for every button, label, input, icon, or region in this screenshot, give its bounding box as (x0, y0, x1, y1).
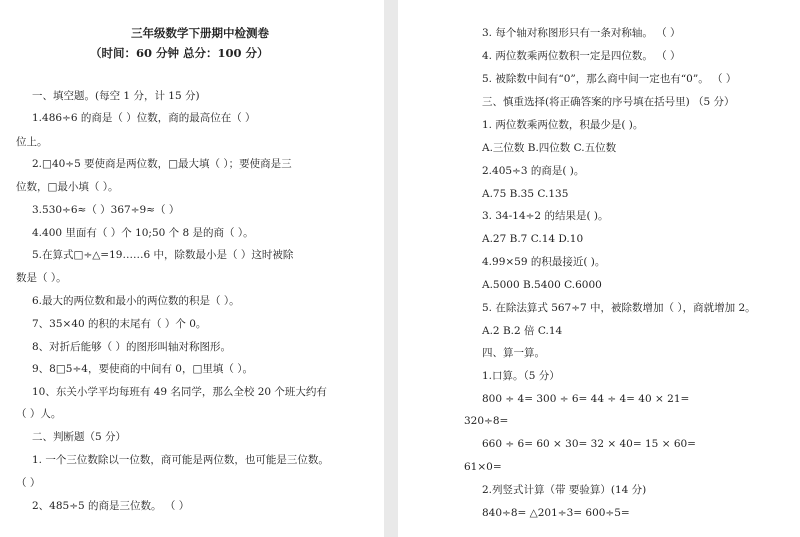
question-line: 5. 在除法算式 567÷7 中，被除数增加（ ），商就增加 2。 (482, 302, 756, 314)
question-line: 位上。 (16, 136, 48, 148)
subsection-heading-vertical-calc: 2.列竖式计算（带 要验算）(14 分) (482, 484, 647, 496)
question-line: 3.530÷6≈（ ）367÷9≈（ ） (32, 204, 180, 216)
question-line: 5.在算式□÷△=19……6 中，除数最小是（ ）这时被除 (32, 249, 294, 261)
question-line: 7、35×40 的积的末尾有（ ）个 0。 (32, 318, 207, 330)
question-line: 3. 每个轴对称图形只有一条对称轴。 （ ） (482, 27, 681, 39)
section-heading-fill-in: 一、填空题。(每空 1 分，计 15 分) (32, 90, 200, 102)
question-line: 8、对折后能够（ ）的图形叫轴对称图形。 (32, 341, 232, 353)
section-heading-multiple-choice: 三、慎重选择(将正确答案的序号填在括号里) （5 分） (482, 96, 735, 108)
question-line: 数是（ ）。 (16, 272, 67, 284)
question-line: 位数，□最小填（ ）。 (16, 181, 119, 193)
answer-options: A.三位数 B.四位数 C.五位数 (482, 142, 617, 154)
question-line: 6.最大的两位数和最小的两位数的积是（ ）。 (32, 295, 240, 307)
exam-title: 三年级数学下册期中检测卷 (131, 26, 269, 40)
document-page-right (398, 0, 800, 537)
question-line: 4.400 里面有（ ）个 10;50 个 8 是的商（ ）。 (32, 227, 254, 239)
answer-options: A.27 B.7 C.14 D.10 (482, 233, 584, 245)
exam-subtitle: （时间：60 分钟 总分：100 分） (90, 46, 269, 60)
calculation-row: 660 ÷ 6= 60 × 30= 32 × 40= 15 × 60= (482, 438, 696, 450)
question-line: 3. 34-14÷2 的结果是( )。 (482, 210, 609, 222)
question-line: 5. 被除数中间有“0”，那么商中间一定也有“0”。 （ ） (482, 73, 737, 85)
calculation-row: 61×0= (464, 461, 502, 473)
section-heading-true-false: 二、判断题（5 分） (32, 431, 127, 443)
subsection-heading-mental-math: 1.口算。（5 分） (482, 370, 560, 382)
question-line: 1. 一个三位数除以一位数，商可能是两位数，也可能是三位数。 (32, 454, 329, 466)
answer-options: A.5000 B.5400 C.6000 (482, 279, 602, 291)
calculation-row: 800 ÷ 4= 300 ÷ 6= 44 ÷ 4= 40 × 21= (482, 393, 690, 405)
question-line: 4. 两位数乘两位数积一定是四位数。 （ ） (482, 50, 681, 62)
section-heading-calculate: 四、算一算。 (482, 347, 545, 359)
question-line: 4.99×59 的积最接近( )。 (482, 256, 606, 268)
question-line: （ ）人。 (16, 408, 62, 420)
answer-options: A.75 B.35 C.135 (482, 188, 569, 200)
question-line: 2.405÷3 的商是( )。 (482, 165, 585, 177)
question-line: 1. 两位数乘两位数，积最少是( )。 (482, 119, 644, 131)
document-page-left (0, 0, 384, 537)
answer-options: A.2 B.2 倍 C.14 (482, 325, 563, 337)
question-line: 2、485÷5 的商是三位数。 （ ） (32, 500, 190, 512)
question-line: 10、东关小学平均每班有 49 名同学，那么全校 20 个班大约有 (32, 386, 327, 398)
question-line: （ ） (16, 477, 41, 489)
question-line: 1.486÷6 的商是（ ）位数，商的最高位在（ ） (32, 112, 256, 124)
calculation-row: 840÷8= △201÷3= 600÷5= (482, 507, 630, 519)
question-line: 9、8□5÷4，要使商的中间有 0，□里填（ ）。 (32, 363, 253, 375)
calculation-row: 320÷8= (464, 415, 509, 427)
question-line: 2.□40÷5 要使商是两位数，□最大填（ ）；要使商是三 (32, 158, 292, 170)
